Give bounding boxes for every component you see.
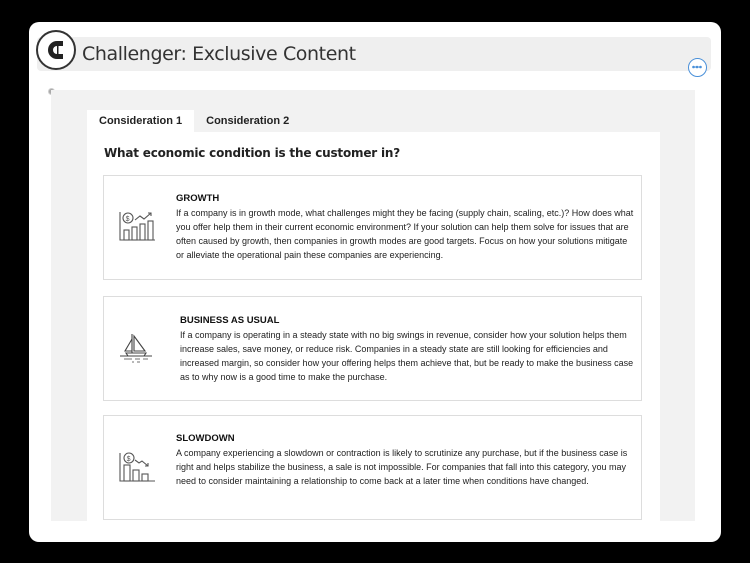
content-panel (51, 90, 695, 521)
card-business-as-usual (103, 296, 642, 401)
card-title: GROWTH (176, 193, 220, 204)
growth-chart-icon (118, 210, 156, 247)
challenger-c-logo-icon (45, 39, 67, 61)
tab-bar (87, 110, 301, 132)
tab-consideration-2[interactable]: Consideration 2 (206, 115, 290, 127)
svg-text:$: $ (126, 456, 131, 463)
card-slowdown (103, 415, 642, 520)
card-growth (103, 175, 642, 280)
card-body: If a company is in growth mode, what challenges might they be facing (supply chain, scaling, etc.)? How does what you offer help them in their current economic environment? If your solution can help them solve for issues that are often caused by growth, then companies in growth modes are good targets. Focus on how your solutions mitigate or alleviate the operational pain these companies are experiencing. (176, 208, 634, 260)
question-heading: What economic condition is the customer in? (104, 146, 400, 160)
more-options-icon (692, 65, 702, 69)
app-window (29, 22, 721, 542)
challenger-logo (36, 30, 76, 70)
card-title: BUSINESS AS USUAL (180, 315, 280, 326)
tab-consideration-1[interactable]: Consideration 1 (87, 110, 194, 132)
card-title: SLOWDOWN (176, 433, 235, 444)
more-options-button[interactable] (688, 58, 707, 77)
svg-text:$: $ (125, 216, 130, 223)
slowdown-chart-icon (118, 451, 156, 488)
card-body: A company experiencing a slowdown or contraction is likely to scrutinize any purchase, but if the business case is right and helps stabilize the business, a sale is not impossible. For companies that fall into this category, you may need to consider maintaining a relationship to come back at a later time when conditions have changed. (176, 448, 628, 486)
card-body: If a company is operating in a steady state with no big swings in revenue, consider how your solution helps them increase sales, save money, or reduce risk. Companies in a steady state are still looking for efficiencies and increased margin, so consider how your offering helps them achieve that, but be ready to make the business case as to why now is a good time to make the purchase. (180, 330, 634, 382)
page-title: Challenger: Exclusive Content (82, 43, 356, 65)
tab-content (87, 132, 660, 521)
sailboat-icon (118, 331, 154, 368)
